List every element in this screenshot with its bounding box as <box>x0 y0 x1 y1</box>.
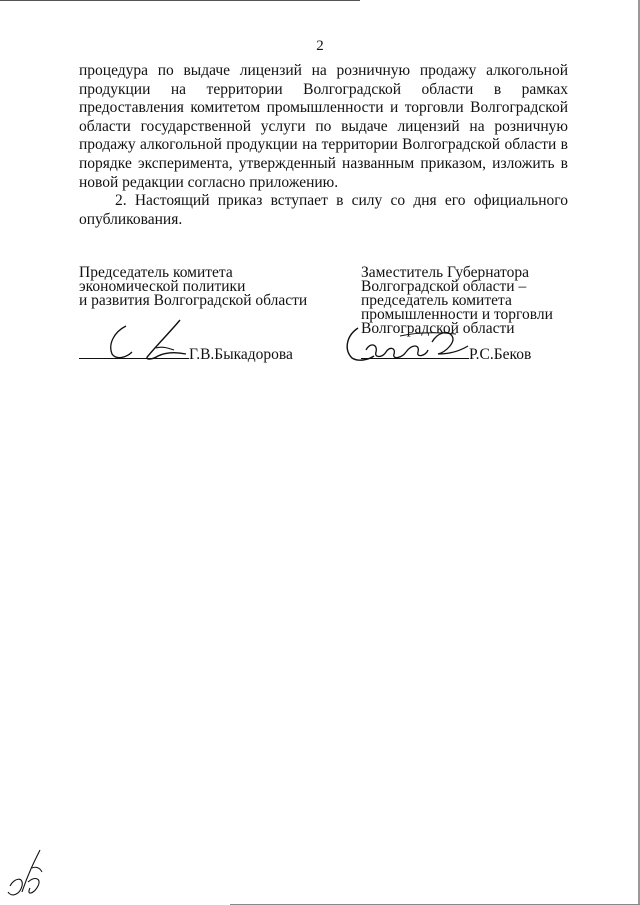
left-signature-line <box>79 346 293 363</box>
right-title-line: председатель комитета <box>361 292 512 309</box>
paragraph-procedure: процедура по выдаче лицензий на розничную продажу алкогольной продукции на территории Волгоградской области в рамках предоставления комитетом промышленности и торговли Волгоградской области государственной услуги по выдаче лицензий на розничную продажу алкогольной продукции на территории Волгоградской области в порядке эксперимента, утвержденный названным приказом, изложить в новой редакции согласно приложению. <box>79 62 568 191</box>
left-signatory-title <box>79 266 339 308</box>
handwritten-initials-icon <box>4 846 48 902</box>
right-title-line: промышленности и торговли <box>361 306 553 323</box>
document-body <box>79 62 568 229</box>
right-title-line: Волгоградской области <box>361 320 515 337</box>
page-number: 2 <box>316 38 324 54</box>
right-signatory-name: Р.С.Беков <box>469 346 532 363</box>
signature-blank <box>79 346 189 359</box>
right-title-line: Волгоградской области – <box>361 278 527 295</box>
right-signatory-title <box>361 266 601 336</box>
left-title-line: экономической политики <box>79 278 246 295</box>
left-signatory-name: Г.В.Быкадорова <box>189 346 293 363</box>
signature-blank <box>361 346 469 359</box>
right-signature-line <box>361 346 531 363</box>
right-title-line: Заместитель Губернатора <box>361 264 529 281</box>
top-page-rule <box>0 0 360 1</box>
paragraph-effective-date: 2. Настоящий приказ вступает в силу со дня его официального опубликования. <box>79 192 568 228</box>
left-title-line: и развития Волгоградской области <box>79 292 308 309</box>
left-title-line: Председатель комитета <box>79 264 233 281</box>
